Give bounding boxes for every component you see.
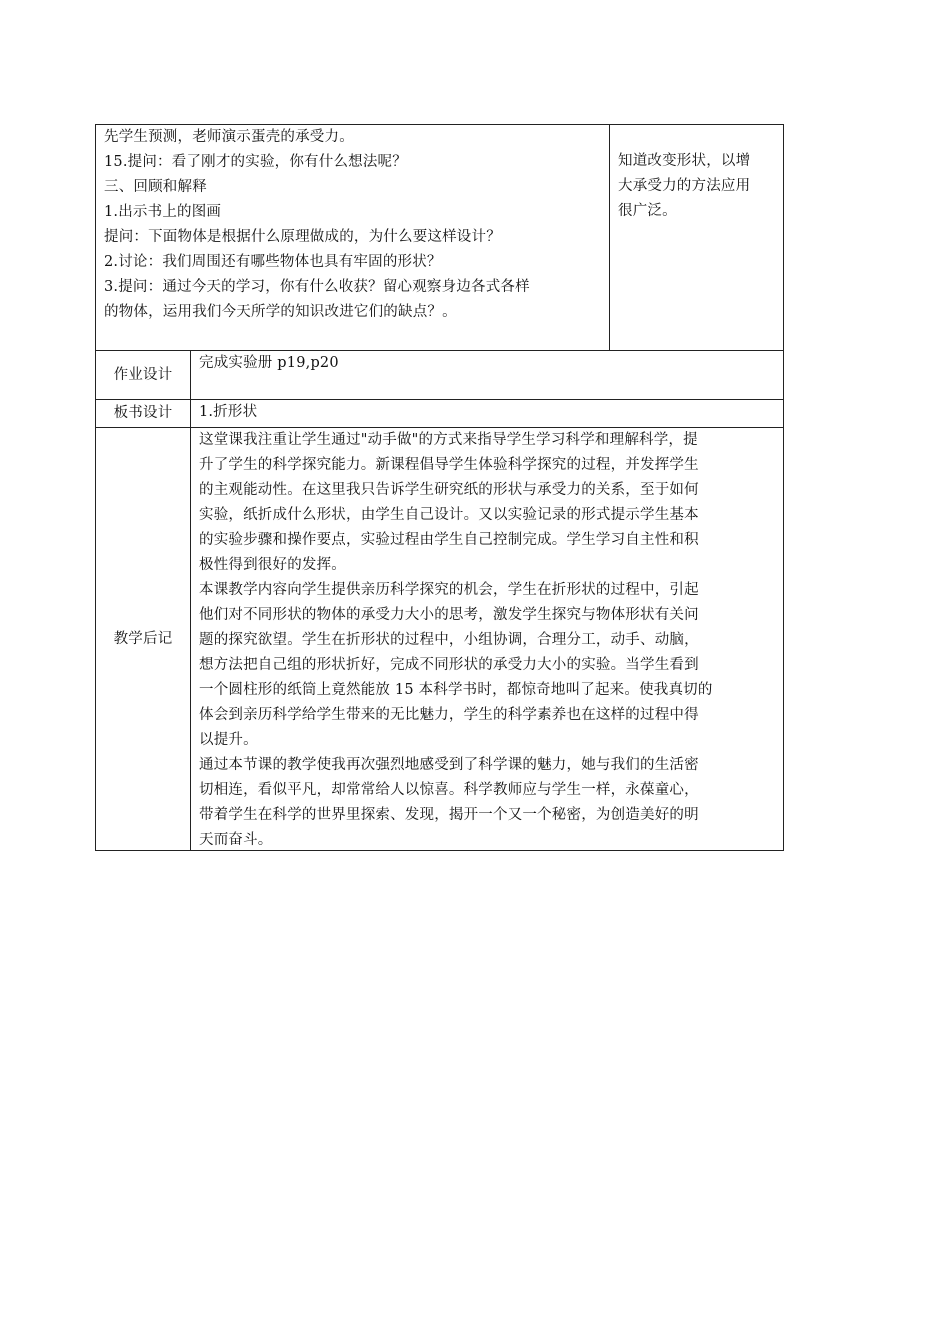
teaching-process-cell [96,125,609,350]
process-line: 1.出示书上的图画 [104,204,222,220]
board-design-content: 1.折形状 [190,400,783,427]
notes-line: 想方法把自己组的形状折好，完成不同形状的承受力大小的实验。当学生看到 [199,657,699,673]
homework-label: 作业设计 [113,367,173,383]
notes-line: 以提升。 [199,732,258,748]
intent-line: 知道改变形状，以增 [618,153,751,169]
process-line: 15.提问：看了刚才的实验，你有什么想法呢？ [104,154,407,170]
homework-row [96,350,783,399]
notes-line: 带着学生在科学的世界里探索、发现，揭开一个又一个秘密，为创造美好的明 [199,807,699,823]
process-line: 三、回顾和解释 [104,179,207,195]
notes-paragraph-1 [199,428,775,578]
notes-line: 极性得到很好的发挥。 [199,557,346,573]
process-line: 3.提问：通过今天的学习，你有什么收获？留心观察身边各式各样 [104,279,530,295]
teaching-notes-content [190,428,783,850]
process-line: 提问：下面物体是根据什么原理做成的，为什么要这样设计？ [104,229,501,245]
notes-line: 天而奋斗。 [199,832,273,848]
process-line: 2.讨论：我们周围还有哪些物体也具有牢固的形状？ [104,254,442,270]
intent-line: 大承受力的方法应用 [618,178,751,194]
notes-line: 题的探究欲望。学生在折形状的过程中，小组协调，合理分工，动手、动脑， [199,632,699,648]
notes-line: 的实验步骤和操作要点，实验过程由学生自己控制完成。学生学习自主性和积 [199,532,699,548]
notes-line: 本课教学内容向学生提供亲历科学探究的机会，学生在折形状的过程中，引起 [199,582,699,598]
notes-line: 体会到亲历科学给学生带来的无比魅力，学生的科学素养也在这样的过程中得 [199,707,699,723]
notes-line: 一个圆柱形的纸筒上竟然能放 15 本科学书时，都惊奇地叫了起来。使我真切的 [199,682,713,698]
notes-paragraph-3 [199,753,775,853]
notes-line: 他们对不同形状的物体的承受力大小的思考，激发学生探究与物体形状有关问 [199,607,699,623]
notes-line: 的主观能动性。在这里我只告诉学生研究纸的形状与承受力的关系，至于如何 [199,482,699,498]
notes-line: 切相连，看似平凡，却常常给人以惊喜。科学教师应与学生一样，永葆童心， [199,782,699,798]
teaching-notes-row [96,427,783,850]
process-line: 的物体，运用我们今天所学的知识改进它们的缺点？。 [104,304,457,320]
notes-line: 实验，纸折成什么形状，由学生自己设计。又以实验记录的形式提示学生基本 [199,507,699,523]
teaching-process-row [96,125,783,350]
board-design-label: 板书设计 [113,405,173,421]
lesson-plan-table [95,124,784,851]
notes-line: 通过本节课的教学使我再次强烈地感受到了科学课的魅力，她与我们的生活密 [199,757,699,773]
process-line: 先学生预测，老师演示蛋壳的承受力。 [104,129,354,145]
notes-line: 升了学生的科学探究能力。新课程倡导学生体验科学探究的过程，并发挥学生 [199,457,699,473]
teaching-notes-label: 教学后记 [113,630,173,647]
homework-content: 完成实验册 p19,p20 [190,351,783,399]
notes-paragraph-2 [199,578,775,753]
notes-line: 这堂课我注重让学生通过"动手做"的方式来指导学生学习科学和理解科学，提 [199,432,698,448]
board-design-row [96,399,783,427]
design-intent-cell [609,125,783,350]
intent-line: 很广泛。 [618,203,677,219]
